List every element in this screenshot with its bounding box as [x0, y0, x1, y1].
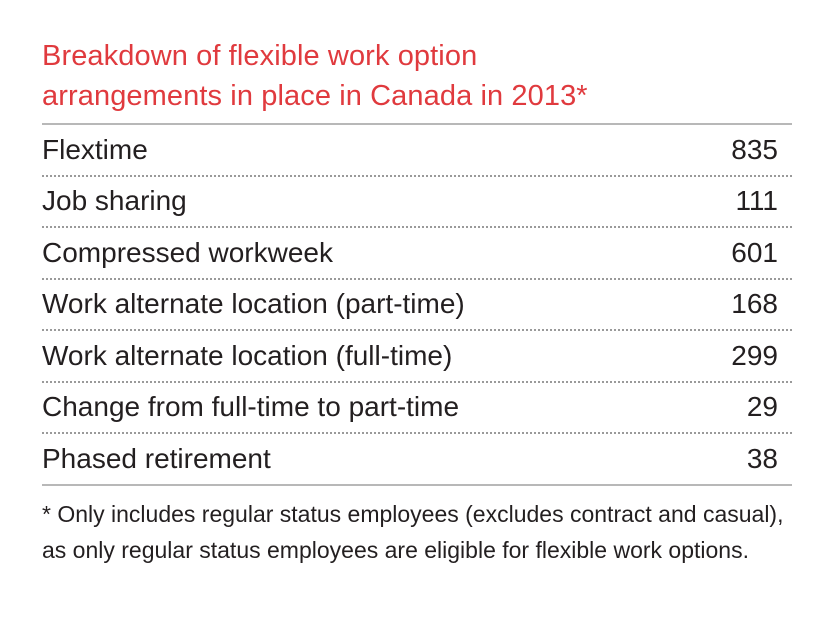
row-label: Change from full-time to part-time	[42, 391, 460, 423]
row-label: Job sharing	[42, 185, 187, 217]
row-value: 299	[731, 339, 778, 371]
page-title	[42, 36, 792, 116]
table-row	[42, 125, 792, 177]
table-row	[42, 177, 792, 229]
footnote: * Only includes regular status employees (excludes contract and casual), as only regular status employees are eligible for flexible work options.	[42, 500, 784, 563]
table-row	[42, 280, 792, 332]
table-row	[42, 383, 792, 435]
row-value: 29	[746, 391, 778, 423]
row-value: 601	[731, 236, 778, 268]
data-table	[42, 123, 792, 486]
table-row	[42, 434, 792, 486]
row-label: Work alternate location (full-time)	[42, 339, 453, 371]
row-value: 168	[731, 288, 778, 320]
row-label: Compressed workweek	[42, 236, 333, 268]
row-label: Work alternate location (part-time)	[42, 288, 465, 320]
document-panel	[42, 36, 792, 568]
row-label: Phased retirement	[42, 442, 271, 474]
table-row	[42, 331, 792, 383]
row-value: 835	[731, 133, 778, 165]
title-line-2: arrangements in place in Canada in 2013*	[42, 80, 588, 112]
title-line-1: Breakdown of flexible work option	[42, 40, 478, 72]
table-row	[42, 228, 792, 280]
row-label: Flextime	[42, 133, 148, 165]
row-value: 38	[746, 442, 778, 474]
row-value: 111	[735, 185, 778, 217]
